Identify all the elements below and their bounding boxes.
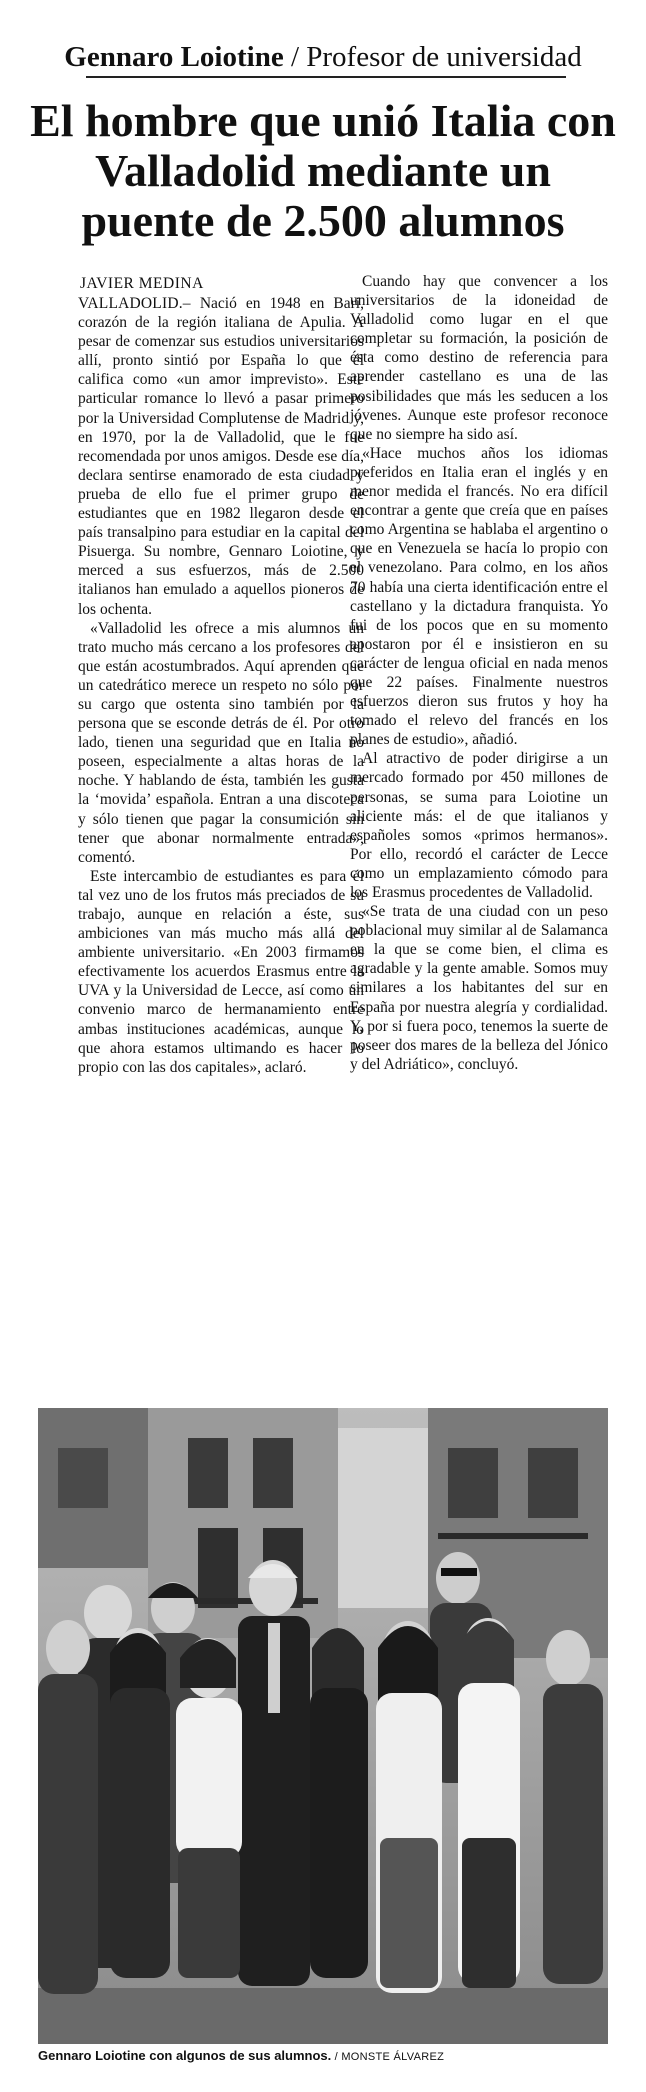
kicker-name: Gennaro Loiotine <box>64 41 284 73</box>
photo-illustration <box>38 1408 608 2044</box>
article-paragraph: «Se trata de una ciudad con un peso poblacional muy similar al de Salamanca en la que se come bien, el clima es agradable y la gente amable. Somos muy similares a los habitantes del sur en España por nuestra alegría y cordialidad. Y, por si fuera poco, tenemos la suerte de poseer dos mares de la belleza del Jónico y del Adriático», concluyó. <box>350 903 608 1073</box>
article-column-right <box>350 272 608 1074</box>
article-paragraph <box>78 294 364 619</box>
article-paragraph: Cuando hay que convencer a los universitarios de la idoneidad de Valladolid como lugar en el que completar su formación, la posición de ésta como destino de referencia para aprender castellano es una de las posibilidades que más les seducen a los jóvenes. Aunque este profesor reconoce que no siempre ha sido así. <box>350 273 608 443</box>
photo-credit: / MONSTE ÁLVAREZ <box>331 2051 445 2063</box>
headline-line: puente de 2.500 alumnos <box>81 195 565 246</box>
kicker-rule <box>86 76 566 78</box>
article-column-left <box>78 294 364 1077</box>
article-paragraph: «Hace muchos años los idiomas preferidos en Italia eran el inglés y en menor medida el francés. No era difícil encontrar a gente que creía que en países como Argentina se hablaba el argentino o que en Venezuela se hacía lo propio con el venezolano. Para colmo, en los años 70 había una cierta identificación entre el castellano y la dictadura franquista. Yo fui de los pocos que en su momento apostaron por él e insistieron en su carácter de lengua oficial en nada menos que 22 países. Finalmente nuestros esfuerzos dieron sus frutos y hoy ha tomado el relevo del francés en los planes de estudio», añadió. <box>350 444 608 749</box>
kicker <box>0 40 646 74</box>
article-paragraph: «Valladolid les ofrece a mis alumnos un trato mucho más cercano a los profesores del que están acostumbrados. Aquí aprenden que un catedrático merece un respeto no sólo por su cargo que ostenta sino también por la persona que se esconde detrás de él. Por otro lado, tienen una seguridad que en Italia no poseen, especialmente a altas horas de la noche. Y hablando de ésta, también les gusta la ‘movida’ española. Entran a una discoteca y sólo tienen que pagar la consumición sin tener que abonar normalmente entrada», comentó. <box>78 619 364 866</box>
paragraph-text: Nació en 1948 en Bari, corazón de la región italiana de Apulia. A pesar de comenzar sus estudios universitarios allí, pronto sintió por España lo que él califica como «un amor imprevisto». Este particular romance lo llevó a pasar primero por la Universidad Complutense de Madrid y, en 1970, por la de Valladolid, que le fue recomendada por unos amigos. Desde ese día, declara sentirse enamorado de esta ciudad y prueba de ello fue el primer grupo de estudiantes que en 1982 llegaron desde el país transalpino para estudiar en la capital del Pisuerga. Su nombre, Gennaro Loiotine, y merced a sus esfuerzos, más de 2.500 italianos han emulado a aquellos pioneros de los ochenta. <box>78 295 364 618</box>
street-ground <box>38 1988 608 2044</box>
headline-line: El hombre que unió Italia con <box>30 95 616 146</box>
photo-caption <box>38 2047 638 2066</box>
kicker-separator: / <box>283 41 307 73</box>
headline-line: Valladolid mediante un <box>95 145 551 196</box>
byline: JAVIER MEDINA <box>80 275 204 292</box>
dateline: VALLADOLID.– <box>78 295 191 312</box>
kicker-role: Profesor de universidad <box>306 41 582 73</box>
article-paragraph: Al atractivo de poder dirigirse a un mercado formado por 450 millones de personas, se suma para Loiotine un aliciente más: el de que italianos y españoles somos «primos hermanos». Por ello, recordó el carácter de Lecce como un emplazamiento cómodo para los Erasmus procedentes de Valladolid. <box>350 750 608 901</box>
headline <box>20 96 626 246</box>
article-paragraph: Este intercambio de estudiantes es para él tal vez uno de los frutos más preciados de su trabajo, aunque en relación a éste, sus ambiciones van más mucho más allá del ambiente universitario. «En 2003 firmamos efectivamente los acuerdos Erasmus entre la UVA y la Universidad de Lecce, así como un convenio marco de hermanamiento entre ambas instituciones académicas, aunque lo que ahora estamos ultimando es hacer lo propio con las dos capitales», aclaró. <box>78 867 364 1076</box>
group-photo <box>38 1408 608 2044</box>
caption-text: Gennaro Loiotine con algunos de sus alumnos. <box>38 2048 332 2063</box>
